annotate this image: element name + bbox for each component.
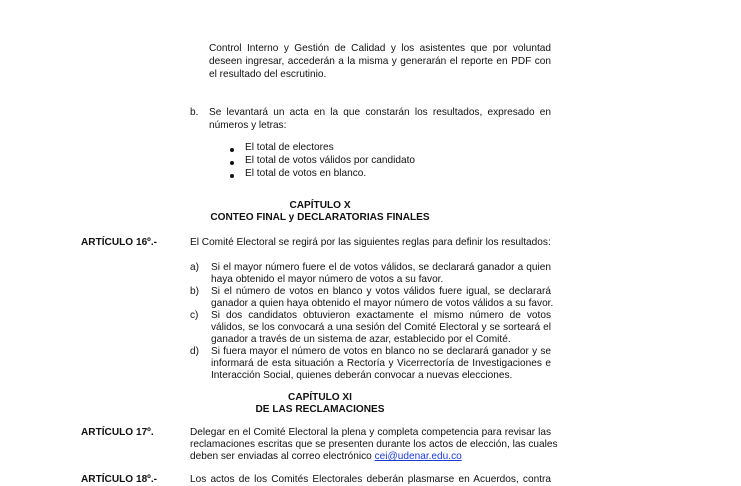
chapter-x-subtitle: CONTEO FINAL y DECLARATORIAS FINALES bbox=[210, 212, 430, 223]
article-16-item-a-line: haya obtenido el mayor número de votos a su favor. bbox=[211, 274, 444, 285]
article-16-label: ARTÍCULO 16º.- bbox=[81, 237, 158, 248]
article-16-item-d-line: Interacción Social, quienes deberán convocar a nuevas elecciones. bbox=[211, 370, 513, 381]
bullet-dot bbox=[230, 174, 234, 178]
article-17-line-2: reclamaciones escritas que se presenten durante los actos de elección, las cuales bbox=[190, 439, 558, 450]
article-16-text: El Comité Electoral se regirá por las siguientes reglas para definir los resultados: bbox=[190, 237, 551, 248]
bullet-item: El total de electores bbox=[245, 142, 334, 153]
article-16-item-a-line: Si el mayor número fuere el de votos válidos, se declarará ganador a quien bbox=[211, 262, 551, 273]
article-17-label: ARTÍCULO 17º. bbox=[81, 427, 154, 438]
article-16-item-c-marker: c) bbox=[190, 310, 199, 321]
article-17-line-1: Delegar en el Comité Electoral la plena y completa competencia para revisar las bbox=[190, 427, 551, 438]
article-16-item-b-line: Si el número de votos en blanco y votos válidos fuere igual, se declarará bbox=[211, 286, 551, 297]
article-16-item-c-line: ganador a través de un sistema de azar, establecido por el Comité. bbox=[211, 334, 511, 345]
article-16-item-d-line: Si fuera mayor el número de votos en blanco no se declarará ganador y se bbox=[211, 346, 551, 357]
item-b-marker: b. bbox=[190, 107, 199, 118]
article-16-item-c-line: válidos, se los convocará a una sesión del Comité Electoral y se sorteará el bbox=[211, 322, 551, 333]
chapter-xi-title: CAPÍTULO XI bbox=[288, 392, 352, 403]
chapter-xi-subtitle: DE LAS RECLAMACIONES bbox=[255, 404, 385, 415]
item-b-line-2: números y letras: bbox=[209, 120, 287, 131]
article-18-line: Los actos de los Comités Electorales deberán plasmarse en Acuerdos, contra bbox=[190, 474, 551, 485]
article-17-line-3 bbox=[190, 451, 462, 463]
article-16-item-b-marker: b) bbox=[190, 286, 199, 297]
article-16-item-d-marker: d) bbox=[190, 346, 199, 357]
bullet-item: El total de votos en blanco. bbox=[245, 168, 367, 179]
bullet-item: El total de votos válidos por candidato bbox=[245, 155, 416, 166]
email-link[interactable]: cei@udenar.edu.co bbox=[374, 451, 462, 462]
item-b-line-1: Se levantará un acta en la que constarán los resultados, expresado en bbox=[209, 107, 551, 118]
article-16-item-d-line: informará de esta situación a Rectoría y Vicerrectoría de Investigaciones e bbox=[211, 358, 551, 369]
article-17-line-3-text: deben ser enviadas al correo electrónico bbox=[190, 451, 375, 462]
bullet-dot bbox=[230, 161, 234, 165]
bullet-dot bbox=[230, 148, 234, 152]
intro-line-3: el resultado del escrutinio. bbox=[209, 69, 327, 80]
article-16-item-c-line: Si dos candidatos obtuvieron exactamente el mismo número de votos bbox=[211, 310, 551, 321]
article-16-item-a-marker: a) bbox=[190, 262, 199, 273]
article-18-label: ARTÍCULO 18º.- bbox=[81, 474, 158, 485]
article-16-item-b-line: ganador a quien haya obtenido el mayor número de votos válidos a su favor. bbox=[211, 298, 554, 309]
intro-line-1: Control Interno y Gestión de Calidad y los asistentes que por voluntad bbox=[209, 43, 551, 54]
intro-line-2: deseen ingresar, accederán a la misma y generarán el reporte en PDF con bbox=[209, 56, 551, 67]
chapter-x-title: CAPÍTULO X bbox=[289, 200, 351, 211]
